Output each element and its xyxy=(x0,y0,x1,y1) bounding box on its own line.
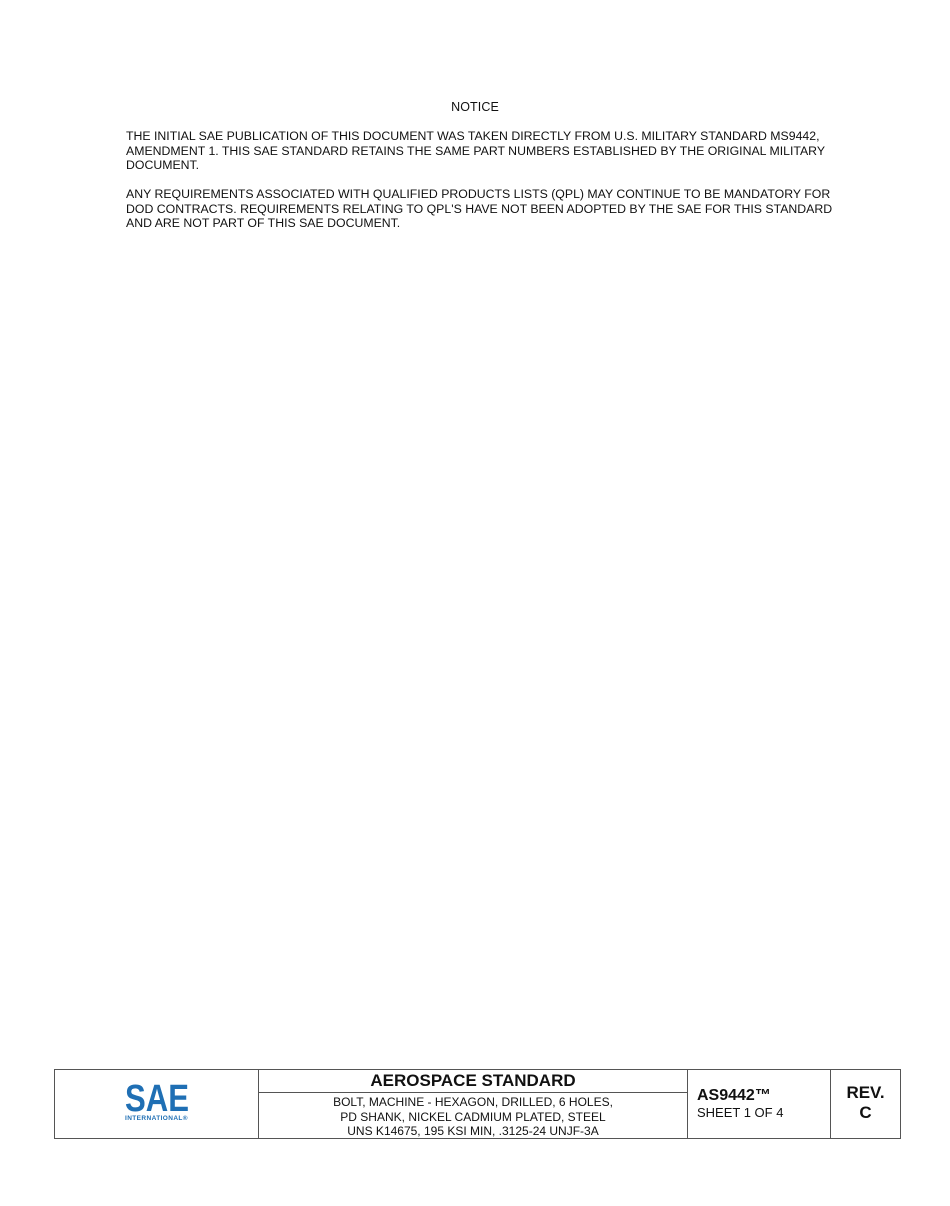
revision-value: C xyxy=(859,1103,872,1122)
description-line-1: BOLT, MACHINE - HEXAGON, DRILLED, 6 HOLES, xyxy=(333,1095,613,1109)
description-line-3: UNS K14675, 195 KSI MIN, .3125-24 UNJF-3A xyxy=(347,1124,599,1138)
part-description xyxy=(259,1093,687,1139)
document-number: AS9442™ xyxy=(697,1087,771,1104)
title-block xyxy=(54,1069,901,1139)
logo-cell xyxy=(55,1070,259,1138)
logo-caption: INTERNATIONAL® xyxy=(125,1115,188,1122)
revision-label: REV. xyxy=(846,1083,885,1102)
notice-paragraph-2: ANY REQUIREMENTS ASSOCIATED WITH QUALIFIED PRODUCTS LISTS (QPL) MAY CONTINUE TO BE MANDATORY FOR DOD CONTRACTS. REQUIREMENTS RELATING TO QPL'S HAVE NOT BEEN ADOPTED BY THE SAE FOR THIS STANDARD AND ARE NOT PART OF THIS SAE DOCUMENT. xyxy=(126,187,833,231)
sae-logo xyxy=(125,1080,193,1122)
notice-title: NOTICE xyxy=(451,100,499,114)
notice-paragraph-1: THE INITIAL SAE PUBLICATION OF THIS DOCUMENT WAS TAKEN DIRECTLY FROM U.S. MILITARY STANDARD MS9442, AMENDMENT 1. THIS SAE STANDARD RETAINS THE SAME PART NUMBERS ESTABLISHED BY THE ORIGINAL MILITARY DOCUMENT. xyxy=(126,129,825,173)
sheet-number: SHEET 1 OF 4 xyxy=(697,1105,784,1120)
description-line-2: PD SHANK, NICKEL CADMIUM PLATED, STEEL xyxy=(340,1109,606,1124)
document-number-cell xyxy=(688,1070,831,1138)
title-cell xyxy=(259,1070,688,1138)
logo-letters: SAE xyxy=(125,1080,189,1114)
sae-logo-icon xyxy=(125,1080,191,1114)
revision-cell xyxy=(831,1070,900,1138)
standard-type: AEROSPACE STANDARD xyxy=(259,1070,687,1093)
